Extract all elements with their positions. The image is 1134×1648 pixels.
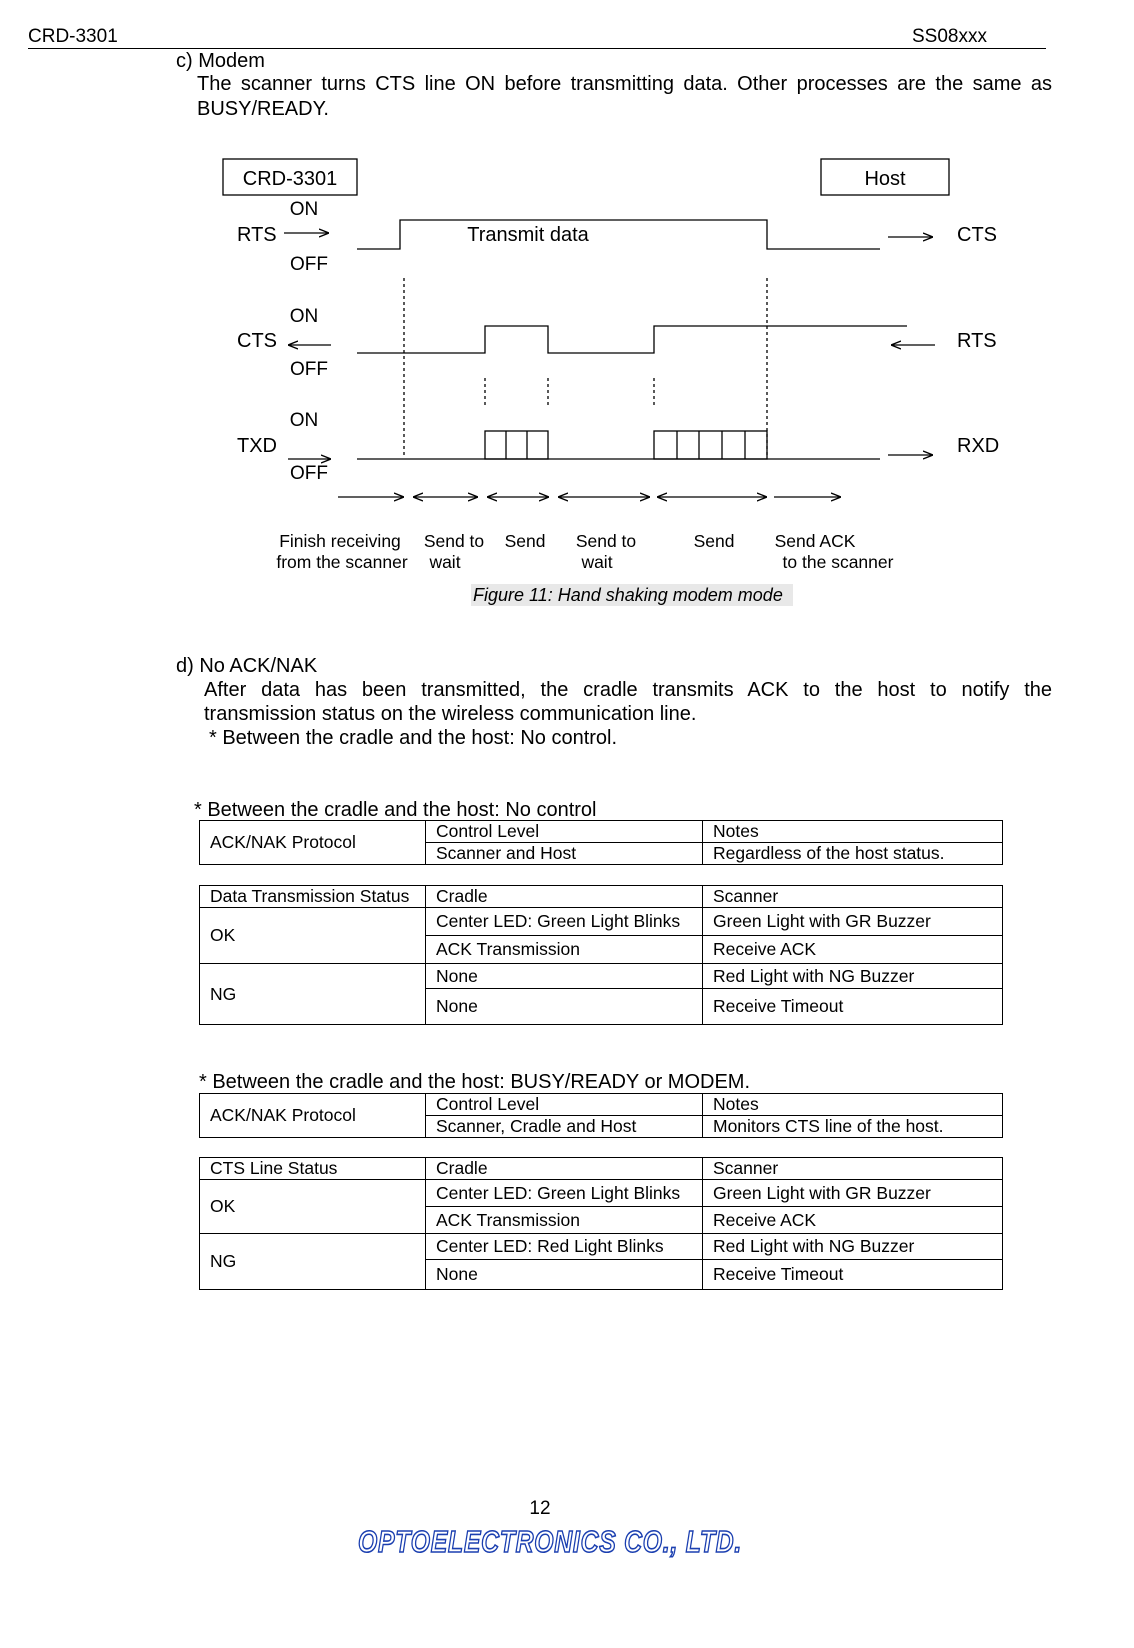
- phase-5-line1: Send: [693, 531, 735, 551]
- txd-on-label: ON: [289, 410, 319, 431]
- section-d-text-2: transmission status on the wireless communication line.: [204, 703, 697, 725]
- cradle-cell: None: [426, 1260, 703, 1290]
- cradle-header: Cradle: [426, 1158, 703, 1180]
- table-row: [200, 886, 1003, 908]
- cts-off-label: OFF: [290, 359, 328, 380]
- status-ok: OK: [200, 908, 426, 964]
- txd-label: TXD: [237, 435, 277, 457]
- scanner-cell: Receive ACK: [703, 936, 1003, 964]
- cradle-cell: None: [426, 964, 703, 989]
- rts-on-label: ON: [289, 199, 319, 220]
- cts-on-label: ON: [289, 306, 319, 327]
- section-c-title: c) Modem: [176, 50, 265, 72]
- phase-2-line2: wait: [429, 552, 461, 572]
- section-d-text: After data has been transmitted, the cradle transmits ACK to the host to notify the: [204, 679, 1052, 701]
- phase-1-line1: Finish receiving: [279, 531, 401, 551]
- status-ng: NG: [200, 1234, 426, 1290]
- table-row: [200, 964, 1003, 989]
- protocol-label: ACK/NAK Protocol: [200, 821, 426, 865]
- phase-4-line2: wait: [581, 552, 613, 572]
- scanner-cell: Green Light with GR Buzzer: [703, 1180, 1003, 1207]
- host-box-label: Host: [864, 168, 906, 190]
- control-level-header: Control Level: [426, 821, 703, 843]
- transmit-data-label: Transmit data: [467, 224, 589, 246]
- scanner-cell: Red Light with NG Buzzer: [703, 1234, 1003, 1260]
- txd-off-label: OFF: [290, 463, 328, 484]
- status-ok: OK: [200, 1180, 426, 1234]
- notes-value: Regardless of the host status.: [703, 843, 1003, 865]
- cradle-cell: Center LED: Green Light Blinks: [426, 908, 703, 936]
- control-level-value: Scanner and Host: [426, 843, 703, 865]
- header-doc-code: SS08xxx: [912, 26, 987, 47]
- scanner-header: Scanner: [703, 1158, 1003, 1180]
- table-row: [200, 1158, 1003, 1180]
- handshake-timing-diagram: [0, 0, 1134, 620]
- rts-host-label: RTS: [957, 330, 997, 352]
- scanner-cell: Receive Timeout: [703, 989, 1003, 1025]
- notes-value: Monitors CTS line of the host.: [703, 1116, 1003, 1138]
- table-group-2-heading: * Between the cradle and the host: BUSY/READY or MODEM.: [199, 1071, 750, 1093]
- control-level-value: Scanner, Cradle and Host: [426, 1116, 703, 1138]
- table-row: [200, 1234, 1003, 1260]
- rts-off-label: OFF: [290, 254, 328, 275]
- protocol-table-1: [199, 820, 1003, 865]
- phase-6-line1: Send ACK: [774, 531, 856, 551]
- crd-box-label: CRD-3301: [242, 168, 338, 190]
- scanner-cell: Green Light with GR Buzzer: [703, 908, 1003, 936]
- notes-header: Notes: [703, 821, 1003, 843]
- status-ng: NG: [200, 964, 426, 1025]
- table-row: [200, 1180, 1003, 1207]
- status-table-2: [199, 1157, 1003, 1290]
- protocol-table-2: [199, 1093, 1003, 1138]
- rts-label: RTS: [237, 224, 277, 246]
- section-d-note: * Between the cradle and the host: No control.: [209, 727, 618, 749]
- section-d-title: d) No ACK/NAK: [176, 655, 318, 677]
- table-row: [200, 908, 1003, 936]
- cradle-cell: Center LED: Green Light Blinks: [426, 1180, 703, 1207]
- cradle-cell: ACK Transmission: [426, 936, 703, 964]
- phase-2-line1: Send to: [423, 531, 485, 551]
- phase-1-line2: from the scanner: [276, 552, 408, 572]
- rts-waveform: [357, 220, 880, 249]
- section-c-text: The scanner turns CTS line ON before transmitting data. Other processes are the same as BUSY/READY.: [197, 73, 1052, 120]
- table-group-1-heading: * Between the cradle and the host: No control: [194, 799, 597, 821]
- phase-3-line1: Send: [504, 531, 546, 551]
- company-logo-text: OPTOELECTRONICS CO., LTD.: [358, 1524, 742, 1559]
- scanner-header: Scanner: [703, 886, 1003, 908]
- control-level-header: Control Level: [426, 1094, 703, 1116]
- page-number: 12: [529, 1498, 551, 1519]
- rxd-host-label: RXD: [957, 435, 1000, 457]
- cts-waveform: [357, 326, 907, 353]
- header-doc-id: CRD-3301: [28, 26, 118, 47]
- scanner-cell: Red Light with NG Buzzer: [703, 964, 1003, 989]
- notes-header: Notes: [703, 1094, 1003, 1116]
- figure-caption: Figure 11: Hand shaking modem mode: [471, 584, 793, 606]
- txd-data-frames: [485, 431, 767, 459]
- cradle-cell: None: [426, 989, 703, 1025]
- company-logo: [350, 1520, 750, 1560]
- status-header: Data Transmission Status: [200, 886, 426, 908]
- cts-host-label: CTS: [957, 224, 997, 246]
- cradle-header: Cradle: [426, 886, 703, 908]
- phase-4-line1: Send to: [575, 531, 637, 551]
- status-header: CTS Line Status: [200, 1158, 426, 1180]
- scanner-cell: Receive ACK: [703, 1207, 1003, 1234]
- cradle-cell: Center LED: Red Light Blinks: [426, 1234, 703, 1260]
- status-table-1: [199, 885, 1003, 1025]
- phase-6-line2: to the scanner: [782, 552, 894, 572]
- cradle-cell: ACK Transmission: [426, 1207, 703, 1234]
- cts-label: CTS: [237, 330, 277, 352]
- scanner-cell: Receive Timeout: [703, 1260, 1003, 1290]
- protocol-label: ACK/NAK Protocol: [200, 1094, 426, 1138]
